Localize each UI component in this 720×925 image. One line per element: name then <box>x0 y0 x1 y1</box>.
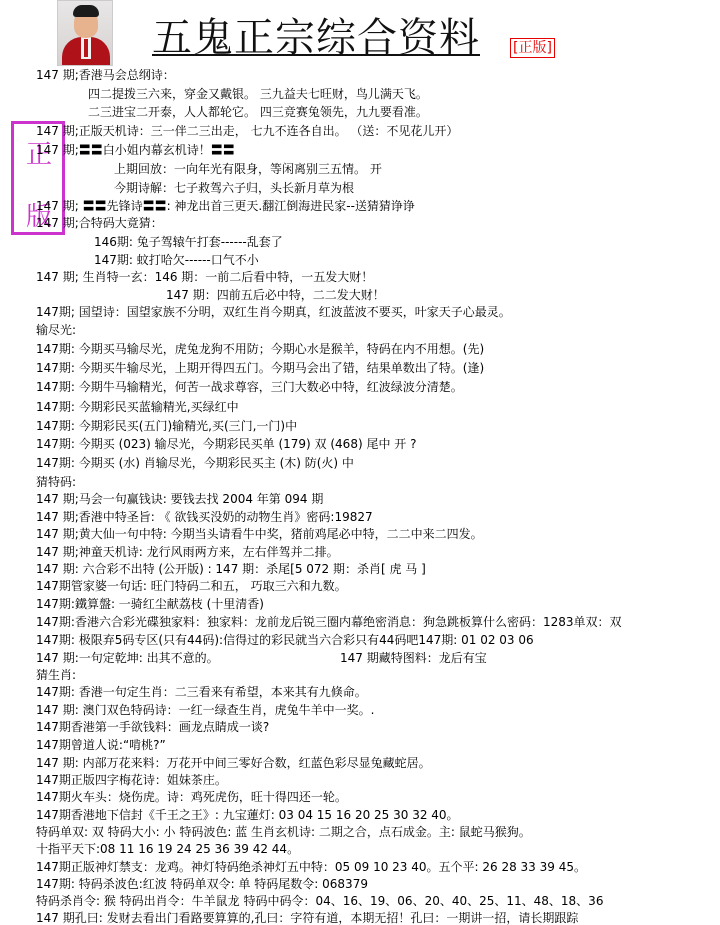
text-line: 上期回放：一向年光有限身，等闲离别三五情。 开 <box>114 162 382 176</box>
portrait-hair <box>73 5 99 17</box>
text-line: 147 期;神童天机诗: 龙行风雨两方来，左右伴驾并二排。 <box>36 545 339 559</box>
text-line: 147期: 今期买 (023) 输尽光，今期彩民买单 (179) 双 (468) 尾中 开 ? <box>36 437 417 451</box>
text-line: 147 期; 生肖特一玄：146 期：一前二后看中特，一五发大财！ <box>36 270 374 284</box>
text-line: 十指平天下:08 11 16 19 24 25 36 39 42 44。 <box>36 842 300 856</box>
text-line: 147期: 今期买 (水) 肖输尽光，今期彩民买主 (木) 防(火) 中 <box>36 456 354 470</box>
text-line: 147期: 香港一句定生肖：二三看来有希望，本来其有九倏命。 <box>36 685 367 699</box>
text-line: 147期香港第一手欲钱料：画龙点睛成一谈? <box>36 720 270 734</box>
text-line: 今期诗解：七子救驾六子归，头长新月草为根 <box>114 181 355 195</box>
text-line: 147期: 今期彩民买蓝输精光,买绿红中 <box>36 400 239 414</box>
text-line: 147 期：四前五后必中特，二二发大财！ <box>166 288 385 302</box>
text-line: 147 期;〓〓白小姐内幕玄机诗！〓〓 <box>36 143 235 157</box>
text-line: 147 期;正版天机诗：三一伴二三出走， 七九不连各自出。 （送：不见花儿开） <box>36 124 459 138</box>
text-line: 147 期藏特图料：龙后有宝 <box>340 651 487 665</box>
genuine-badge: [正版] <box>510 38 555 58</box>
text-line: 147期正版四字梅花诗：姐妹茶庄。 <box>36 773 227 787</box>
text-line: 147期香港地下信封《千王之王》: 九宝蓮灯: 03 04 15 16 20 25 30 32 40。 <box>36 808 459 822</box>
stamp-char-1: 正 <box>26 140 53 170</box>
text-line: 猜生肖: <box>36 668 77 682</box>
text-line: 147 期: 内部万花来料：万花开中间三零好合数，红蓝色彩尽显兔藏蛇居。 <box>36 756 431 770</box>
text-line: 147期: 今期彩民买(五门)输精光,买(三门,一门)中 <box>36 419 298 433</box>
text-line: 147期火车头：烧伤虎。诗：鸡死虎伤，旺十得四还一轮。 <box>36 790 347 804</box>
text-line: 147期: 蚊打哈欠------口气不小 <box>94 253 259 267</box>
text-line: 147期曾道人说:“啃桃?” <box>36 738 166 752</box>
text-line: 四二提拨三六来，穿金又戴银。 三九益夫七旺财，鸟儿满天飞。 <box>88 87 428 101</box>
text-line: 147期: 今期牛马输精光，何苦一战求尊容，三门大数必中特，红波绿波分清楚。 <box>36 380 463 394</box>
text-line: 147 期;香港中特圣旨: 《 欲钱买没奶的动物生肖》密码:19827 <box>36 510 373 524</box>
page-title: 五鬼正宗综合资料 <box>152 15 480 61</box>
author-portrait <box>57 0 113 66</box>
text-line: 输尽光: <box>36 323 77 337</box>
text-line: 147 期;香港马会总纲诗： <box>36 68 175 82</box>
stamp-char-2: 版 <box>26 202 53 232</box>
text-line: 147 期:一句定乾坤: 出其不意的。 <box>36 651 219 665</box>
text-line: 147期:鐵算盤: 一骑红尘献荔枝 (十里清香) <box>36 597 264 611</box>
text-line: 特码杀肖令: 猴 特码出肖令：牛羊鼠龙 特码中码令：04、16、19、06、20、40、25、11、48、18、36 <box>36 894 604 908</box>
text-line: 二三进宝二开泰，人人都轮它。 四三竞赛兔领先，九九要看准。 <box>88 105 428 119</box>
text-line: 147期: 今期买马输尽光，虎兔龙狗不用防；今期心水是猴羊，特码在内不用想。(先) <box>36 342 485 356</box>
text-line: 147 期;黄大仙一句中特: 今期当头请看牛中奖，猪前鸡尾必中特，二二中来二四发。 <box>36 527 483 541</box>
text-line: 147期管家婆一句话: 旺门特码二和五， 巧取三六和九数。 <box>36 579 347 593</box>
text-line: 猜特码: <box>36 475 77 489</box>
text-line: 147 期;马会一句赢钱诀: 要钱去找 2004 年第 094 期 <box>36 492 324 506</box>
text-line: 147期: 今期买牛输尽光，上期开得四五门。今期马会出了错，结果单数出了特。(逢) <box>36 361 485 375</box>
portrait-tie <box>84 39 88 57</box>
text-line: 特码单双: 双 特码大小: 小 特码波色: 蓝 生肖玄机诗: 二期之合，点石成金。主: 鼠蛇马猴狗。 <box>36 825 531 839</box>
text-line: 147期: 特码杀波色:红波 特码单双令: 单 特码尾数令: 068379 <box>36 877 368 891</box>
text-line: 146期: 兔子驾辕午打套------乱套了 <box>94 235 283 249</box>
text-line: 147 期: 澳门双色特码诗：一红一绿查生肖，虎兔牛羊中一奖。. <box>36 703 375 717</box>
text-line: 147期:香港六合彩光碟独家料：独家料：龙前龙后锐三圈内幕绝密消息：狗急跳板算什么密码：1283单双：双 <box>36 615 622 629</box>
text-line: 147期正版神灯禁支：龙鸡。神灯特码绝杀神灯五中特：05 09 10 23 40。五个平: 26 28 33 39 45。 <box>36 860 586 874</box>
text-line: 147 期; 〓〓先锋诗〓〓: 神龙出首三更天.翻江倒海进民家--送猜猜诤诤 <box>36 199 415 213</box>
text-line: 147 期孔曰: 发财去看出门看路要算算的,孔曰：字符有道，本期无招！孔曰：一期讲一招，请长期跟踪 <box>36 911 579 925</box>
text-line: 147 期;合特码大竟猜： <box>36 216 163 230</box>
text-line: 147 期: 六合彩不出特 (公开版) : 147 期：杀尾[5 072 期：杀肖[ 虎 马 ] <box>36 562 426 576</box>
text-line: 147期: 极限弃5码专区(只有44码):信得过的彩民就当六合彩只有44码吧147期: 01 02 03 06 <box>36 633 534 647</box>
text-line: 147期; 国望诗：国望家族不分明，双红生肖今期真，红波蓝波不要买，叶家天子心最灵。 <box>36 305 511 319</box>
